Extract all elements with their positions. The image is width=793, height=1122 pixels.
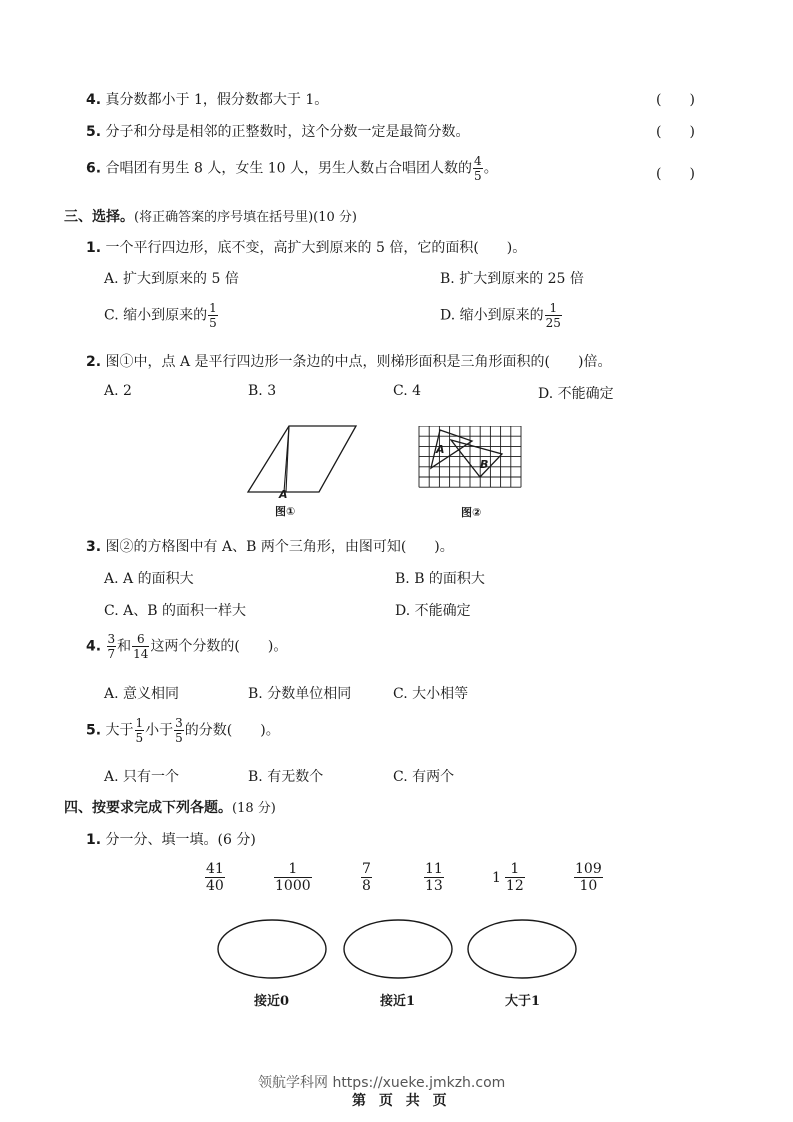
sort-fraction-3[interactable]: $\frac{7}{8}$	[362, 861, 371, 894]
sort-fraction-5[interactable]: 1 $\frac{1}{12}$	[492, 861, 524, 894]
watermark-text: 领航学科网 https://xueke.jmkzh.com	[258, 1075, 506, 1091]
q1-option-b[interactable]: B. 扩大到原来的 25 倍	[440, 271, 584, 287]
choice-q3: 3. 图②的方格图中有 A、B 两个三角形，由图可知( )。	[86, 539, 454, 555]
choice-q1: 1. 一个平行四边形，底不变，高扩大到原来的 5 倍，它的面积( )。	[86, 240, 527, 256]
q2-option-d[interactable]: D. 不能确定	[538, 386, 614, 402]
sort-fraction-6[interactable]: $\frac{109}{10}$	[575, 861, 602, 894]
sec4-q1: 1. 分一分、填一填。(6 分)	[86, 832, 256, 848]
fig2-label-a: A	[436, 443, 445, 456]
oval-label-near-0: 接近0	[254, 994, 290, 1009]
sort-fraction-2[interactable]: $\frac{1}{1000}$	[275, 861, 311, 894]
sort-fraction-1[interactable]: $\frac{41}{40}$	[206, 861, 224, 894]
page-number: 第 页 共 页	[352, 1093, 451, 1109]
fraction-4-5: $\frac{4}{5}$	[474, 154, 482, 183]
fig2-label-b: B	[480, 458, 489, 471]
q3-option-a[interactable]: A. A 的面积大	[104, 571, 194, 587]
q5-option-b[interactable]: B. 有无数个	[248, 769, 324, 785]
answer-paren-4[interactable]: ( )	[656, 92, 695, 108]
oval-label-greater-1: 大于1	[505, 994, 541, 1009]
choice-q5: 5. 大于 $\frac{1}{5}$ 小于 $\frac{3}{5}$ 的分数( )。	[86, 716, 280, 745]
q2-option-a[interactable]: A. 2	[104, 383, 132, 399]
judge-item-6: 6. 合唱团有男生 8 人，女生 10 人，男生人数占合唱团人数的 $\frac{4}{5}$ 。	[86, 154, 498, 183]
judge-item-5: 5. 分子和分母是相邻的正整数时，这个分数一定是最简分数。	[86, 124, 470, 140]
q1-option-a[interactable]: A. 扩大到原来的 5 倍	[104, 271, 239, 287]
oval-label-near-1: 接近1	[380, 994, 416, 1009]
q5-option-c[interactable]: C. 有两个	[393, 769, 455, 785]
fig1-point-a: A	[279, 488, 288, 501]
q3-option-c[interactable]: C. A、B 的面积一样大	[104, 603, 246, 619]
fig1-caption: 图①	[275, 505, 296, 518]
figure-2-grid	[418, 426, 524, 488]
q1-option-c[interactable]: C. 缩小到原来的 $\frac{1}{5}$	[104, 301, 217, 330]
q3-option-b[interactable]: B. B 的面积大	[395, 571, 485, 587]
section-3-title: 三、选择。(将正确答案的序号填在括号里)(10 分)	[64, 209, 357, 225]
fig2-caption: 图②	[461, 506, 482, 519]
answer-paren-5[interactable]: ( )	[656, 124, 695, 140]
answer-paren-6[interactable]: ( )	[656, 166, 695, 182]
section-4-title: 四、按要求完成下列各题。(18 分)	[64, 800, 276, 816]
oval-near-1[interactable]	[344, 920, 452, 978]
q4-option-c[interactable]: C. 大小相等	[393, 686, 469, 702]
q2-option-c[interactable]: C. 4	[393, 383, 422, 399]
oval-near-0[interactable]	[218, 920, 326, 978]
figure-1-parallelogram	[244, 418, 364, 522]
choice-q2: 2. 图①中，点 A 是平行四边形一条边的中点，则梯形面积是三角形面积的( )倍。	[86, 354, 612, 370]
q3-option-d[interactable]: D. 不能确定	[395, 603, 471, 619]
q4-option-a[interactable]: A. 意义相同	[104, 686, 180, 702]
sorting-ovals	[216, 918, 582, 982]
q2-option-b[interactable]: B. 3	[248, 383, 277, 399]
q5-option-a[interactable]: A. 只有一个	[104, 769, 180, 785]
choice-q4: 4. $\frac{3}{7}$ 和 $\frac{6}{14}$ 这两个分数的( )。	[86, 632, 288, 661]
q4-option-b[interactable]: B. 分数单位相同	[248, 686, 352, 702]
oval-greater-1[interactable]	[468, 920, 576, 978]
q1-option-d[interactable]: D. 缩小到原来的 $\frac{1}{25}$	[440, 301, 561, 330]
judge-item-4: 4. 真分数都小于 1，假分数都大于 1。	[86, 92, 329, 108]
sort-fraction-4[interactable]: $\frac{11}{13}$	[425, 861, 443, 894]
